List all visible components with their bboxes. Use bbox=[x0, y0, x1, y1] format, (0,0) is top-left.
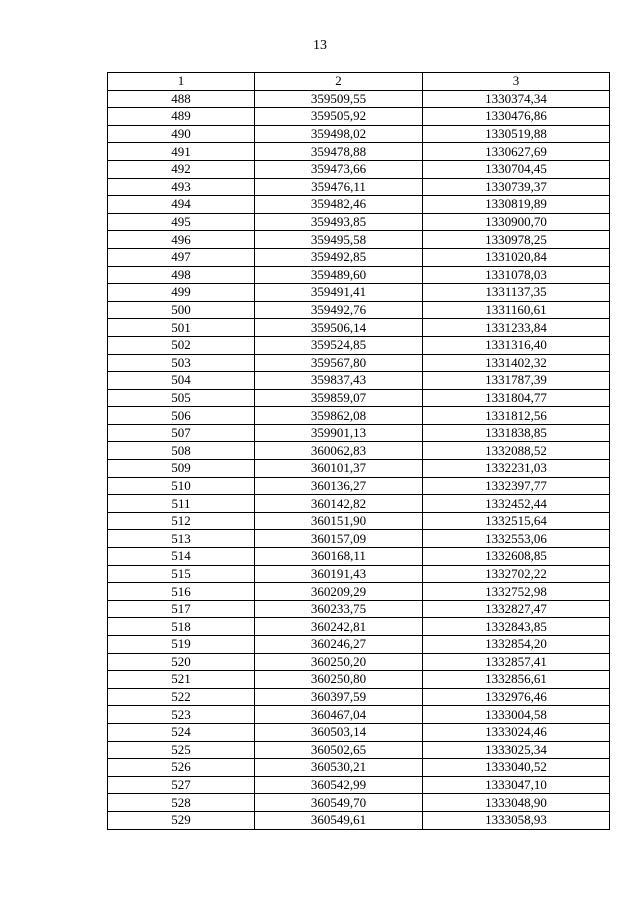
point-number-cell: 520 bbox=[108, 653, 255, 671]
y-coordinate-cell: 1332856,61 bbox=[423, 671, 610, 689]
table-row bbox=[108, 319, 610, 337]
x-coordinate-cell: 360242,81 bbox=[255, 618, 423, 636]
table-row bbox=[108, 636, 610, 654]
point-number-cell: 529 bbox=[108, 811, 255, 829]
y-coordinate-cell: 1331233,84 bbox=[423, 319, 610, 337]
point-number-cell: 493 bbox=[108, 178, 255, 196]
point-number-cell: 503 bbox=[108, 354, 255, 372]
x-coordinate-cell: 360142,82 bbox=[255, 495, 423, 513]
point-number-cell: 528 bbox=[108, 794, 255, 812]
table-row bbox=[108, 759, 610, 777]
x-coordinate-cell: 360530,21 bbox=[255, 759, 423, 777]
table-row bbox=[108, 442, 610, 460]
x-coordinate-cell: 359498,02 bbox=[255, 125, 423, 143]
y-coordinate-cell: 1331787,39 bbox=[423, 372, 610, 390]
point-number-cell: 527 bbox=[108, 776, 255, 794]
y-coordinate-cell: 1330900,70 bbox=[423, 213, 610, 231]
y-coordinate-cell: 1332553,06 bbox=[423, 530, 610, 548]
point-number-cell: 514 bbox=[108, 548, 255, 566]
table-row bbox=[108, 284, 610, 302]
y-coordinate-cell: 1331160,61 bbox=[423, 301, 610, 319]
y-coordinate-cell: 1332752,98 bbox=[423, 583, 610, 601]
table-row bbox=[108, 688, 610, 706]
x-coordinate-cell: 359505,92 bbox=[255, 108, 423, 126]
table-row bbox=[108, 548, 610, 566]
table-row bbox=[108, 213, 610, 231]
point-number-cell: 516 bbox=[108, 583, 255, 601]
table-body bbox=[108, 90, 610, 829]
point-number-cell: 507 bbox=[108, 424, 255, 442]
point-number-cell: 524 bbox=[108, 723, 255, 741]
table-row bbox=[108, 336, 610, 354]
point-number-cell: 523 bbox=[108, 706, 255, 724]
table-row bbox=[108, 248, 610, 266]
y-coordinate-cell: 1332452,44 bbox=[423, 495, 610, 513]
table-row bbox=[108, 108, 610, 126]
table-row bbox=[108, 530, 610, 548]
table-row bbox=[108, 90, 610, 108]
point-number-cell: 508 bbox=[108, 442, 255, 460]
point-number-cell: 494 bbox=[108, 196, 255, 214]
table-row bbox=[108, 583, 610, 601]
point-number-cell: 521 bbox=[108, 671, 255, 689]
point-number-cell: 489 bbox=[108, 108, 255, 126]
table-row bbox=[108, 301, 610, 319]
x-coordinate-cell: 360549,70 bbox=[255, 794, 423, 812]
y-coordinate-cell: 1330819,89 bbox=[423, 196, 610, 214]
y-coordinate-cell: 1333048,90 bbox=[423, 794, 610, 812]
table-row bbox=[108, 160, 610, 178]
table-row bbox=[108, 618, 610, 636]
x-coordinate-cell: 359492,85 bbox=[255, 248, 423, 266]
x-coordinate-cell: 360246,27 bbox=[255, 636, 423, 654]
table-header-row bbox=[108, 73, 610, 91]
y-coordinate-cell: 1330704,45 bbox=[423, 160, 610, 178]
y-coordinate-cell: 1332397,77 bbox=[423, 477, 610, 495]
y-coordinate-cell: 1333025,34 bbox=[423, 741, 610, 759]
x-coordinate-cell: 360151,90 bbox=[255, 512, 423, 530]
point-number-cell: 526 bbox=[108, 759, 255, 777]
table-row bbox=[108, 143, 610, 161]
table-row bbox=[108, 671, 610, 689]
y-coordinate-cell: 1331812,56 bbox=[423, 407, 610, 425]
column-header-3: 3 bbox=[423, 73, 610, 91]
x-coordinate-cell: 359476,11 bbox=[255, 178, 423, 196]
x-coordinate-cell: 360209,29 bbox=[255, 583, 423, 601]
point-number-cell: 498 bbox=[108, 266, 255, 284]
point-number-cell: 511 bbox=[108, 495, 255, 513]
x-coordinate-cell: 360549,61 bbox=[255, 811, 423, 829]
x-coordinate-cell: 360542,99 bbox=[255, 776, 423, 794]
point-number-cell: 496 bbox=[108, 231, 255, 249]
table-row bbox=[108, 266, 610, 284]
y-coordinate-cell: 1333004,58 bbox=[423, 706, 610, 724]
x-coordinate-cell: 359509,55 bbox=[255, 90, 423, 108]
y-coordinate-cell: 1331838,85 bbox=[423, 424, 610, 442]
table-row bbox=[108, 460, 610, 478]
point-number-cell: 518 bbox=[108, 618, 255, 636]
x-coordinate-cell: 360503,14 bbox=[255, 723, 423, 741]
table-row bbox=[108, 776, 610, 794]
y-coordinate-cell: 1333040,52 bbox=[423, 759, 610, 777]
y-coordinate-cell: 1332976,46 bbox=[423, 688, 610, 706]
y-coordinate-cell: 1332843,85 bbox=[423, 618, 610, 636]
x-coordinate-cell: 359489,60 bbox=[255, 266, 423, 284]
x-coordinate-cell: 359837,43 bbox=[255, 372, 423, 390]
point-number-cell: 522 bbox=[108, 688, 255, 706]
x-coordinate-cell: 359862,08 bbox=[255, 407, 423, 425]
x-coordinate-cell: 359567,80 bbox=[255, 354, 423, 372]
point-number-cell: 504 bbox=[108, 372, 255, 390]
table-row bbox=[108, 794, 610, 812]
table-row bbox=[108, 565, 610, 583]
point-number-cell: 499 bbox=[108, 284, 255, 302]
point-number-cell: 501 bbox=[108, 319, 255, 337]
x-coordinate-cell: 359482,46 bbox=[255, 196, 423, 214]
point-number-cell: 525 bbox=[108, 741, 255, 759]
point-number-cell: 509 bbox=[108, 460, 255, 478]
x-coordinate-cell: 359506,14 bbox=[255, 319, 423, 337]
point-number-cell: 497 bbox=[108, 248, 255, 266]
y-coordinate-cell: 1331402,32 bbox=[423, 354, 610, 372]
table-row bbox=[108, 495, 610, 513]
point-number-cell: 517 bbox=[108, 600, 255, 618]
point-number-cell: 513 bbox=[108, 530, 255, 548]
y-coordinate-cell: 1332088,52 bbox=[423, 442, 610, 460]
y-coordinate-cell: 1333024,46 bbox=[423, 723, 610, 741]
x-coordinate-cell: 359491,41 bbox=[255, 284, 423, 302]
x-coordinate-cell: 360191,43 bbox=[255, 565, 423, 583]
x-coordinate-cell: 359492,76 bbox=[255, 301, 423, 319]
x-coordinate-cell: 360062,83 bbox=[255, 442, 423, 460]
point-number-cell: 492 bbox=[108, 160, 255, 178]
x-coordinate-cell: 360250,20 bbox=[255, 653, 423, 671]
table-row bbox=[108, 723, 610, 741]
y-coordinate-cell: 1332854,20 bbox=[423, 636, 610, 654]
x-coordinate-cell: 359901,13 bbox=[255, 424, 423, 442]
y-coordinate-cell: 1330374,34 bbox=[423, 90, 610, 108]
y-coordinate-cell: 1330519,88 bbox=[423, 125, 610, 143]
point-number-cell: 502 bbox=[108, 336, 255, 354]
x-coordinate-cell: 360168,11 bbox=[255, 548, 423, 566]
table-row bbox=[108, 512, 610, 530]
point-number-cell: 495 bbox=[108, 213, 255, 231]
x-coordinate-cell: 360467,04 bbox=[255, 706, 423, 724]
x-coordinate-cell: 359495,58 bbox=[255, 231, 423, 249]
table-row bbox=[108, 653, 610, 671]
point-number-cell: 506 bbox=[108, 407, 255, 425]
point-number-cell: 515 bbox=[108, 565, 255, 583]
table-row bbox=[108, 706, 610, 724]
column-header-2: 2 bbox=[255, 73, 423, 91]
point-number-cell: 519 bbox=[108, 636, 255, 654]
y-coordinate-cell: 1332702,22 bbox=[423, 565, 610, 583]
coordinates-table bbox=[107, 72, 610, 830]
table-row bbox=[108, 372, 610, 390]
table-row bbox=[108, 354, 610, 372]
table-row bbox=[108, 231, 610, 249]
point-number-cell: 505 bbox=[108, 389, 255, 407]
y-coordinate-cell: 1332857,41 bbox=[423, 653, 610, 671]
table-row bbox=[108, 178, 610, 196]
point-number-cell: 488 bbox=[108, 90, 255, 108]
x-coordinate-cell: 359859,07 bbox=[255, 389, 423, 407]
table-row bbox=[108, 424, 610, 442]
y-coordinate-cell: 1331316,40 bbox=[423, 336, 610, 354]
y-coordinate-cell: 1331804,77 bbox=[423, 389, 610, 407]
x-coordinate-cell: 360233,75 bbox=[255, 600, 423, 618]
y-coordinate-cell: 1331137,35 bbox=[423, 284, 610, 302]
x-coordinate-cell: 359493,85 bbox=[255, 213, 423, 231]
x-coordinate-cell: 360250,80 bbox=[255, 671, 423, 689]
y-coordinate-cell: 1331020,84 bbox=[423, 248, 610, 266]
table-row bbox=[108, 125, 610, 143]
y-coordinate-cell: 1332231,03 bbox=[423, 460, 610, 478]
point-number-cell: 491 bbox=[108, 143, 255, 161]
y-coordinate-cell: 1330627,69 bbox=[423, 143, 610, 161]
x-coordinate-cell: 360101,37 bbox=[255, 460, 423, 478]
table-row bbox=[108, 407, 610, 425]
x-coordinate-cell: 359478,88 bbox=[255, 143, 423, 161]
y-coordinate-cell: 1332608,85 bbox=[423, 548, 610, 566]
x-coordinate-cell: 360502,65 bbox=[255, 741, 423, 759]
y-coordinate-cell: 1333058,93 bbox=[423, 811, 610, 829]
y-coordinate-cell: 1330739,37 bbox=[423, 178, 610, 196]
table-row bbox=[108, 477, 610, 495]
y-coordinate-cell: 1330978,25 bbox=[423, 231, 610, 249]
table-row bbox=[108, 811, 610, 829]
x-coordinate-cell: 359473,66 bbox=[255, 160, 423, 178]
table-row bbox=[108, 196, 610, 214]
y-coordinate-cell: 1333047,10 bbox=[423, 776, 610, 794]
y-coordinate-cell: 1332827,47 bbox=[423, 600, 610, 618]
point-number-cell: 510 bbox=[108, 477, 255, 495]
table-row bbox=[108, 741, 610, 759]
x-coordinate-cell: 360157,09 bbox=[255, 530, 423, 548]
table-row bbox=[108, 389, 610, 407]
page-number: 13 bbox=[313, 38, 327, 53]
point-number-cell: 512 bbox=[108, 512, 255, 530]
y-coordinate-cell: 1331078,03 bbox=[423, 266, 610, 284]
table-row bbox=[108, 600, 610, 618]
x-coordinate-cell: 360397,59 bbox=[255, 688, 423, 706]
column-header-1: 1 bbox=[108, 73, 255, 91]
y-coordinate-cell: 1332515,64 bbox=[423, 512, 610, 530]
point-number-cell: 500 bbox=[108, 301, 255, 319]
y-coordinate-cell: 1330476,86 bbox=[423, 108, 610, 126]
point-number-cell: 490 bbox=[108, 125, 255, 143]
x-coordinate-cell: 360136,27 bbox=[255, 477, 423, 495]
x-coordinate-cell: 359524,85 bbox=[255, 336, 423, 354]
